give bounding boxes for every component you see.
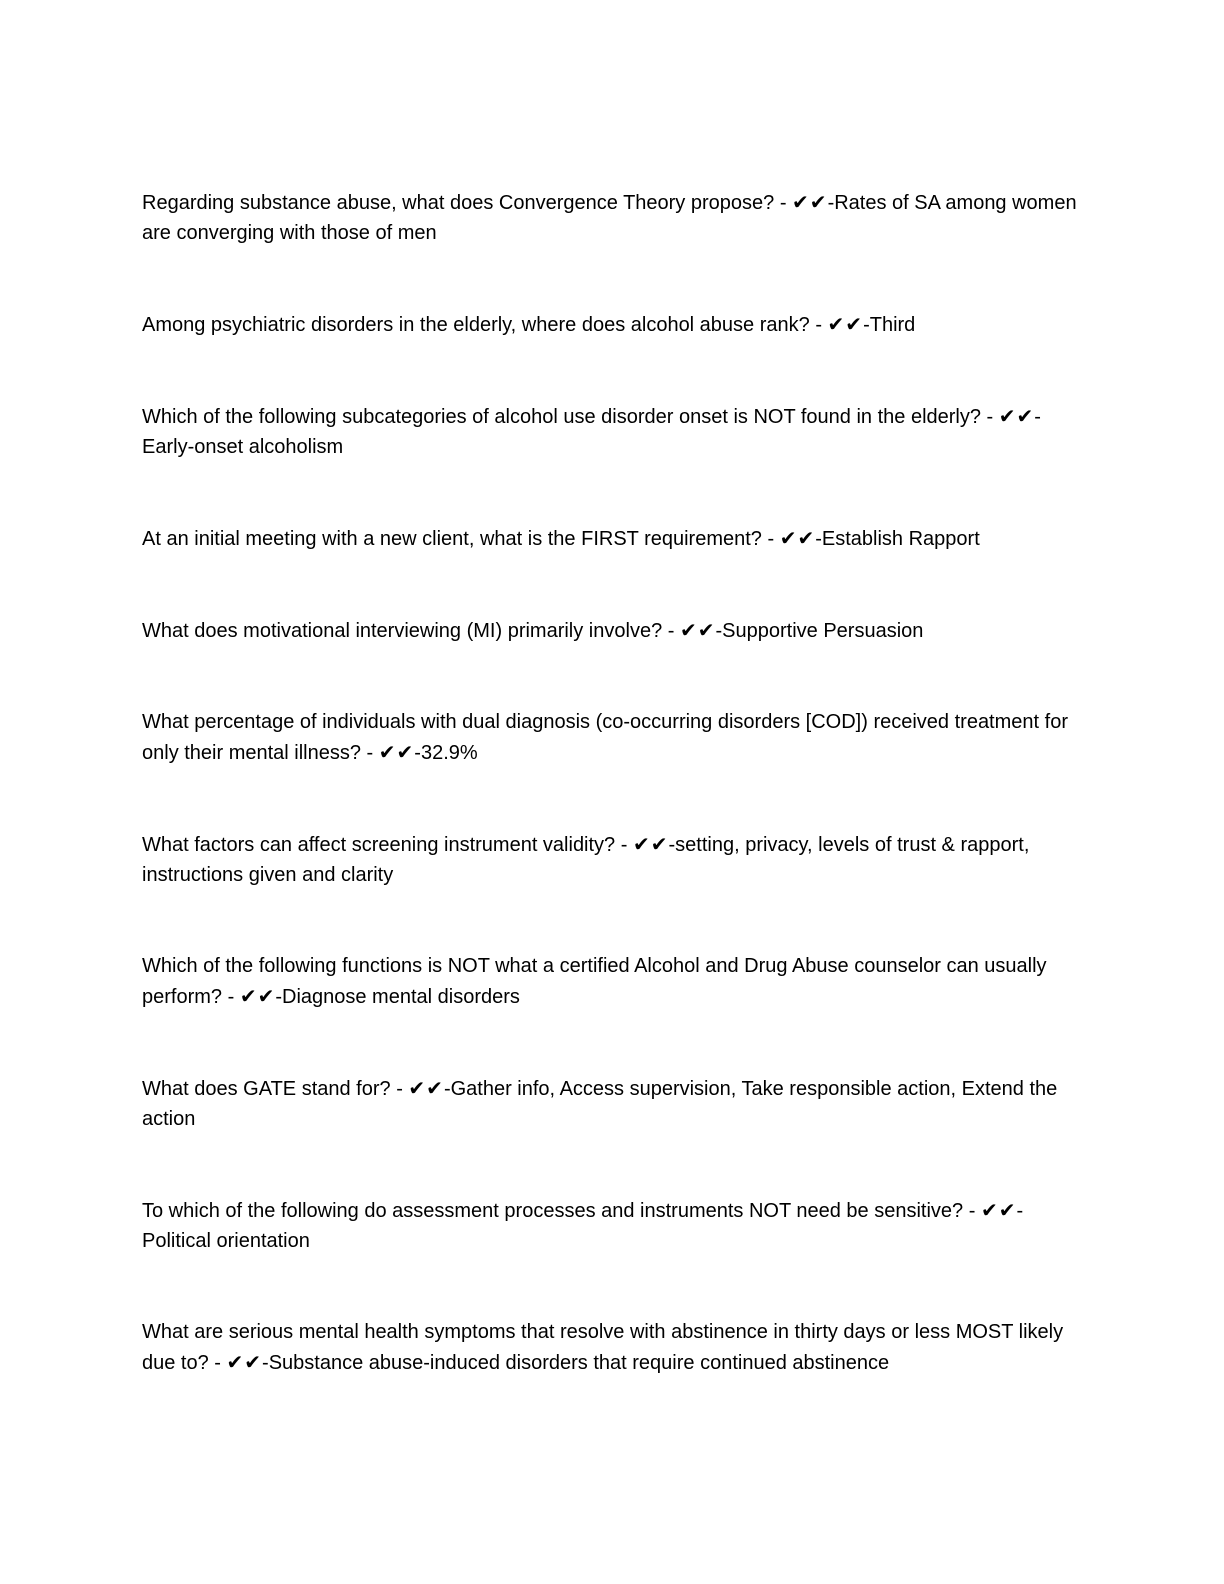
qa-dash-suffix: -	[668, 834, 676, 856]
double-checkmark-icon: ✔✔	[980, 1198, 1017, 1222]
double-checkmark-icon: ✔✔	[998, 404, 1035, 428]
qa-dash-prefix: -	[809, 314, 828, 336]
qa-answer: Substance abuse-induced disorders that require continued abstinence	[268, 1352, 890, 1374]
qa-answer: Gather info, Access supervision, Take responsible action, Extend the action	[142, 1078, 1058, 1130]
qa-dash-suffix: -	[815, 528, 822, 550]
double-checkmark-icon: ✔✔	[239, 984, 276, 1008]
qa-item	[142, 187, 1090, 248]
qa-item	[142, 707, 1090, 768]
qa-answer: Supportive Persuasion	[722, 620, 924, 642]
qa-question: What does GATE stand for?	[142, 1078, 391, 1100]
qa-item	[142, 951, 1090, 1012]
qa-question: What factors can affect screening instrument validity?	[142, 834, 616, 856]
qa-question: Regarding substance abuse, what does Convergence Theory propose?	[142, 192, 775, 214]
qa-dash-suffix: -	[827, 192, 835, 214]
double-checkmark-icon: ✔✔	[408, 1076, 444, 1100]
qa-item	[142, 309, 1090, 340]
qa-answer: Rates of SA among women are converging with those of men	[142, 192, 1077, 244]
qa-answer: setting, privacy, levels of trust & rapport, instructions given and clarity	[142, 834, 1030, 886]
qa-dash-suffix: -	[262, 1352, 269, 1374]
qa-dash-prefix: -	[662, 620, 680, 642]
qa-dash-prefix: -	[615, 834, 633, 856]
qa-question: What does motivational interviewing (MI) primarily involve?	[142, 620, 663, 642]
qa-dash-suffix: -	[715, 620, 723, 642]
qa-dash-prefix: -	[963, 1200, 981, 1222]
qa-answer: Early-onset alcoholism	[142, 436, 344, 458]
qa-question: What are serious mental health symptoms that resolve with abstinence in thirty days or less MOST likely due to?	[142, 1321, 1064, 1374]
qa-dash-suffix: -	[863, 314, 870, 336]
double-checkmark-icon: ✔✔	[378, 740, 415, 764]
double-checkmark-icon: ✔✔	[226, 1350, 263, 1374]
qa-dash-prefix: -	[980, 406, 999, 428]
qa-question: Which of the following subcategories of alcohol use disorder onset is NOT found in the elderly?	[142, 406, 981, 428]
qa-dash-suffix: -	[443, 1078, 451, 1100]
qa-dash-prefix: -	[761, 528, 780, 550]
qa-dash-prefix: -	[361, 742, 379, 764]
qa-dash-prefix: -	[774, 192, 793, 214]
qa-dash-prefix: -	[390, 1078, 409, 1100]
qa-question: At an initial meeting with a new client, what is the FIRST requirement?	[142, 528, 762, 550]
double-checkmark-icon: ✔✔	[827, 312, 864, 336]
qa-answer: Diagnose mental disorders	[282, 986, 520, 1008]
qa-question: Among psychiatric disorders in the elderly, where does alcohol abuse rank?	[142, 314, 810, 336]
qa-dash-suffix: -	[414, 742, 421, 764]
qa-item	[142, 615, 1090, 646]
qa-dash-suffix: -	[275, 986, 282, 1008]
qa-answer: Political orientation	[142, 1230, 310, 1252]
qa-dash-prefix: -	[222, 986, 240, 1008]
qa-question: What percentage of individuals with dual diagnosis (co-occurring disorders [COD]) received treatment for only their mental illness?	[142, 711, 1068, 764]
qa-question: Which of the following functions is NOT what a certified Alcohol and Drug Abuse counselor can usually perform?	[142, 955, 1047, 1008]
qa-item	[142, 1317, 1090, 1378]
qa-item	[142, 829, 1090, 890]
qa-item	[142, 523, 1090, 554]
double-checkmark-icon: ✔✔	[632, 832, 669, 856]
qa-item	[142, 401, 1090, 462]
double-checkmark-icon: ✔✔	[792, 190, 828, 214]
double-checkmark-icon: ✔✔	[779, 526, 816, 550]
qa-answer: Third	[869, 314, 916, 336]
qa-question: To which of the following do assessment processes and instruments NOT need be sensitive?	[142, 1200, 964, 1222]
qa-answer: 32.9%	[420, 742, 478, 764]
qa-answer: Establish Rapport	[821, 528, 980, 550]
qa-item	[142, 1195, 1090, 1256]
qa-item	[142, 1073, 1090, 1134]
double-checkmark-icon: ✔✔	[679, 618, 716, 642]
qa-dash-prefix: -	[208, 1352, 227, 1374]
qa-dash-suffix: -	[1016, 1200, 1024, 1222]
qa-dash-suffix: -	[1034, 406, 1041, 428]
